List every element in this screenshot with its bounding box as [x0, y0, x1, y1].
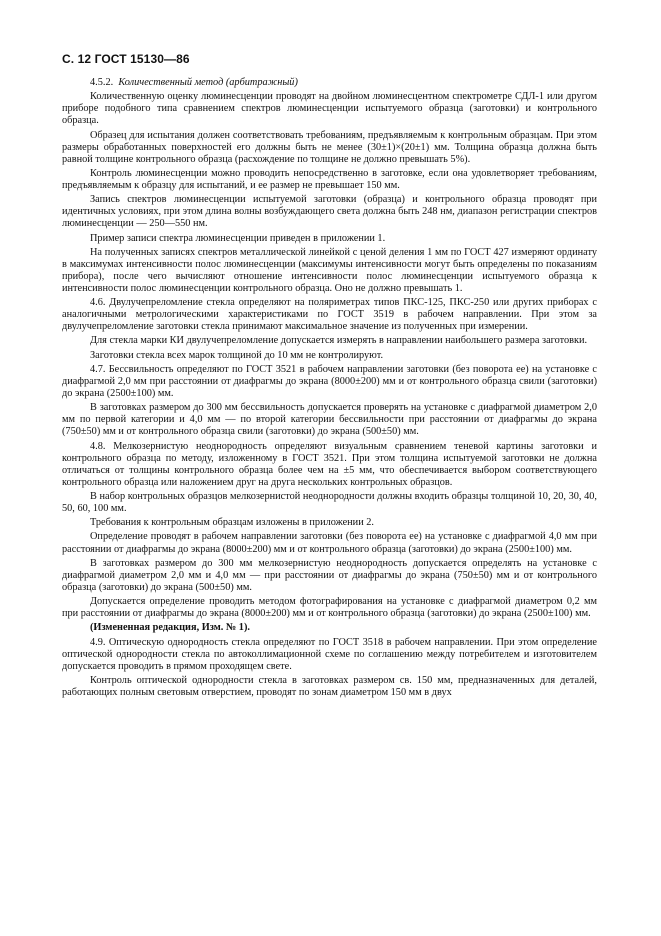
section-heading	[62, 77, 597, 89]
section-title: Количественный метод (арбитражный)	[118, 77, 298, 88]
paragraph: В заготовках размером до 300 мм бессвильность допускается проверять на установке с диафрагмой диаметром 2,0 мм по первой категории и 4,0 мм — по второй категории бессвильности при расстоянии от диафрагмы до экрана (750±50) мм и от контрольного образца свили (заготовки) до экрана (500±50) мм.	[62, 402, 597, 438]
paragraph: Количественную оценку люминесценции проводят на двойном люминесцентном спектрометре СДЛ-1 или другом приборе подобного типа сравнением спектров люминесценции испытуемого образца (заготовки) и контрольного образца.	[62, 91, 597, 127]
page-header: С. 12 ГОСТ 15130—86	[62, 52, 190, 66]
paragraph: 4.8. Мелкозернистую неоднородность определяют визуальным сравнением теневой картины заготовки и контрольного образца по методу, изложенному в ГОСТ 3521. При этом толщина испытуемой заготовки не должна отличаться от толщины контрольного образца более чем на ±5 мм, что обеспечивается выбором соответствующего контрольного образца или наложением друг на друга нескольких контрольных образцов.	[62, 440, 597, 488]
paragraph: На полученных записях спектров металлической линейкой с ценой деления 1 мм по ГОСТ 427 измеряют ординату в максимумах интенсивности полос люминесценции (максимумы интенсивности могут быть определены по показаниям прибора), после чего вычисляют отношение интенсивности полос люминесценции испытуемого образца к интенсивности полос люминесценции контрольного образца. Оно не должно превышать 1.	[62, 246, 597, 294]
paragraph: Контроль оптической однородности стекла в заготовках размером св. 150 мм, предназначенных для деталей, работающих полным световым отверстием, проводят по зонам диаметром 150 мм в двух	[62, 674, 597, 698]
section-number: 4.5.2.	[90, 77, 114, 88]
paragraph: В набор контрольных образцов мелкозернистой неоднородности должны входить образцы толщиной 10, 20, 30, 40, 50, 60, 100 мм.	[62, 490, 597, 514]
paragraph: 4.9. Оптическую однородность стекла определяют по ГОСТ 3518 в рабочем направлении. При этом определение оптической однородности стекла по автоколлимационной схеме по соглашению между потребителем и изготовителем допускается проводить в прямом проходящем свете.	[62, 636, 597, 672]
paragraph: Образец для испытания должен соответствовать требованиям, предъявляемым к контрольным образцам. При этом размеры обработанных поверхностей его должны быть не менее (30±1)×(20±1) мм. Толщина образца должна быть равной толщине контрольного образца (расхождение по толщине не должно превышать 5%).	[62, 129, 597, 165]
paragraph: В заготовках размером до 300 мм мелкозернистую неоднородность допускается определять на установке с диафрагмой диаметром 2,0 мм и 4,0 мм — при расстоянии от диафрагмы до экрана (750±50) мм и от контрольного образца (заготовки) до экрана (500±50) мм.	[62, 557, 597, 593]
paragraph: Контроль люминесценции можно проводить непосредственно в заготовке, если она удовлетворяет требованиям, предъявляемым к образцу для испытаний, и ее размер не превышает 150 мм.	[62, 167, 597, 191]
amendment-note: (Измененная редакция, Изм. № 1).	[90, 622, 250, 634]
paragraph: Для стекла марки КИ двулучепреломление допускается измерять в направлении наибольшего размера заготовки.	[90, 335, 588, 347]
paragraph: Требования к контрольным образцам изложены в приложении 2.	[90, 517, 375, 529]
paragraph: 4.7. Бессвильность определяют по ГОСТ 3521 в рабочем направлении заготовки (без поворота ее) на установке с диафрагмой 2,0 мм при расстоянии от диафрагмы до экрана (8000±200) мм и от контрольного образца свили (заготовки) до экрана (2500±100) мм.	[62, 363, 597, 399]
paragraph: 4.6. Двулучепреломление стекла определяют на поляриметрах типов ПКС-125, ПКС-250 или других приборах с аналогичными метрологическими характеристиками по ГОСТ 3519 в рабочем направлении. При этом за двулучепреломление заготовки стекла принимают максимальное значение из полученных при измерении.	[62, 297, 597, 333]
paragraph: Запись спектров люминесценции испытуемой заготовки (образца) и контрольного образца проводят при идентичных условиях, при этом длина волны возбуждающего света должна быть 248 нм, диапазон регистрации спектров люминесценции — 250—550 нм.	[62, 194, 597, 230]
paragraph: Заготовки стекла всех марок толщиной до 10 мм не контролируют.	[90, 349, 384, 361]
paragraph: Определение проводят в рабочем направлении заготовки (без поворота ее) на установке с диафрагмой 4,0 мм при расстоянии от диафрагмы до экрана (8000±200) мм и от контрольного образца (заготовки) до экрана (2500±100) мм.	[62, 531, 597, 555]
paragraph: Пример записи спектра люминесценции приведен в приложении 1.	[90, 232, 386, 244]
document-body	[62, 77, 597, 701]
paragraph: Допускается определение проводить методом фотографирования на установке с диафрагмой диаметром 0,2 мм при расстоянии от диафрагмы до экрана (8000±200) мм и от контрольного образца (заготовки) до экрана (2500±100) мм.	[62, 596, 597, 620]
